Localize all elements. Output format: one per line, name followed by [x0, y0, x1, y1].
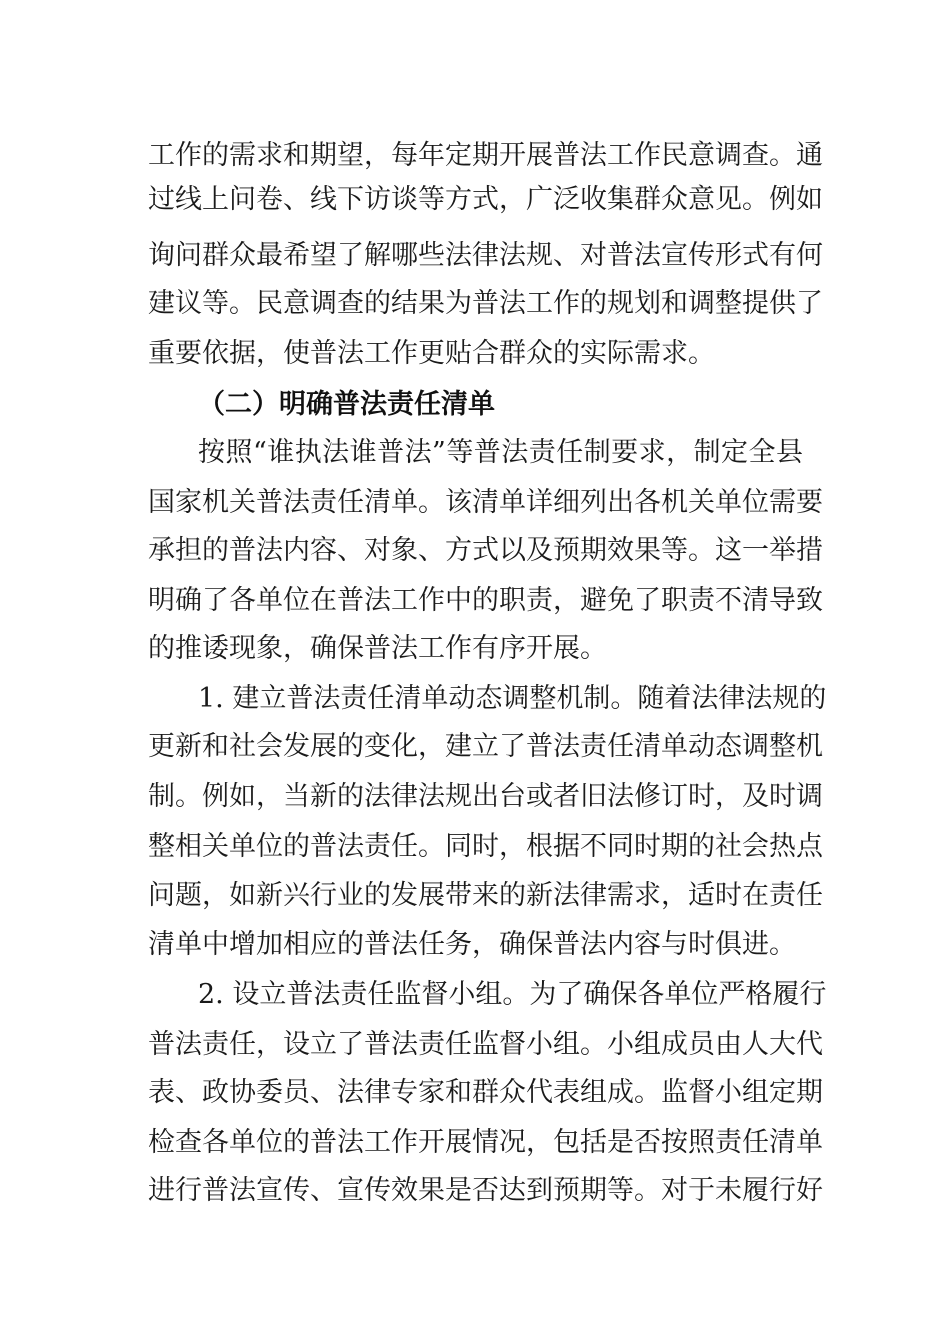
text-line: 的推诿现象，确保普法工作有序开展。 — [148, 633, 607, 664]
paragraph-first-line: 按照“谁执法谁普法”等普法责任制要求，制定全县 — [198, 437, 803, 468]
text-line: 建议等。民意调查的结果为普法工作的规划和调整提供了 — [148, 288, 823, 319]
numbered-item-first-line: 1. 建立普法责任清单动态调整机制。随着法律法规的 — [198, 683, 827, 714]
text-line: 问题，如新兴行业的发展带来的新法律需求，适时在责任 — [148, 880, 823, 911]
section-heading: （二）明确普法责任清单 — [198, 389, 495, 420]
text-line: 清单中增加相应的普法任务，确保普法内容与时俱进。 — [148, 929, 796, 960]
text-line: 表、政协委员、法律专家和群众代表组成。监督小组定期 — [148, 1077, 823, 1108]
text-line: 制。例如，当新的法律法规出台或者旧法修订时，及时调 — [148, 781, 823, 812]
text-line: 明确了各单位在普法工作中的职责，避免了职责不清导致 — [148, 585, 823, 616]
text-line: 整相关单位的普法责任。同时，根据不同时期的社会热点 — [148, 831, 823, 862]
text-line: 更新和社会发展的变化，建立了普法责任清单动态调整机 — [148, 731, 823, 762]
text-line: 国家机关普法责任清单。该清单详细列出各机关单位需要 — [148, 487, 823, 518]
text-line: 重要依据，使普法工作更贴合群众的实际需求。 — [148, 338, 715, 369]
text-line: 询问群众最希望了解哪些法律法规、对普法宣传形式有何 — [148, 240, 823, 271]
text-line: 普法责任，设立了普法责任监督小组。小组成员由人大代 — [148, 1029, 823, 1060]
text-line: 进行普法宣传、宣传效果是否达到预期等。对于未履行好 — [148, 1175, 823, 1206]
numbered-item-first-line: 2. 设立普法责任监督小组。为了确保各单位严格履行 — [198, 979, 827, 1010]
text-line: 承担的普法内容、对象、方式以及预期效果等。这一举措 — [148, 535, 823, 566]
text-line: 检查各单位的普法工作开展情况，包括是否按照责任清单 — [148, 1127, 823, 1158]
text-line: 工作的需求和期望，每年定期开展普法工作民意调查。通 — [148, 140, 823, 171]
text-line: 过线上问卷、线下访谈等方式，广泛收集群众意见。例如 — [148, 184, 823, 215]
